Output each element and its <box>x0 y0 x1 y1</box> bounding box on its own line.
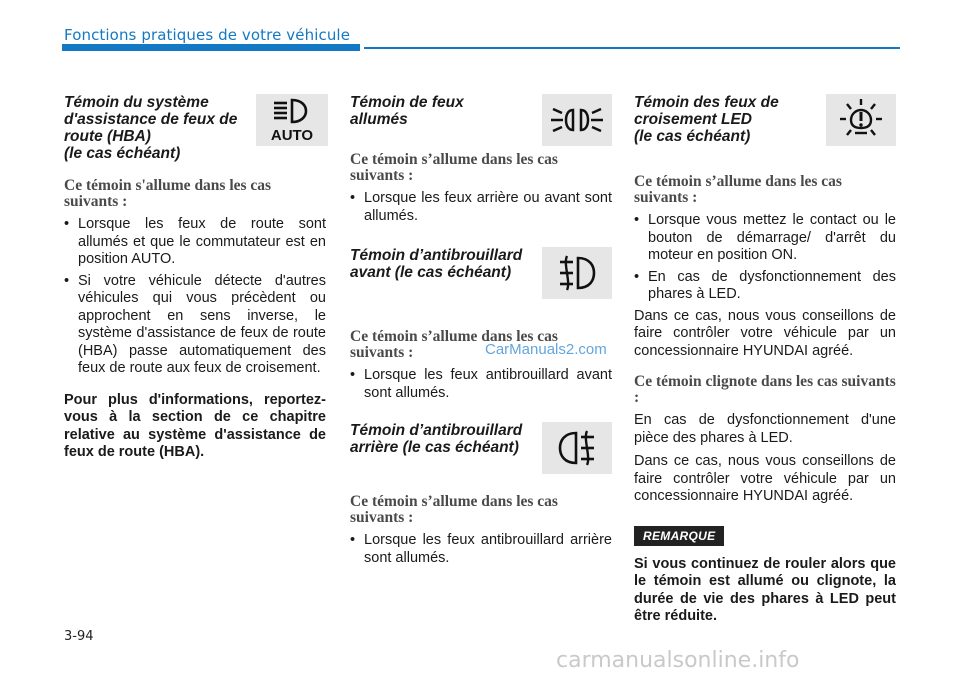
condition-heading: Ce témoin s’allume dans les cas suivants : <box>350 493 558 526</box>
condition-list <box>350 532 612 567</box>
condition-list <box>64 216 326 378</box>
section-header-rear-fog <box>350 422 612 474</box>
watermark: CarManuals2.com <box>485 341 607 358</box>
column-hba <box>64 94 326 462</box>
page-number: 3-94 <box>64 629 94 644</box>
section-header-front-fog <box>350 247 612 299</box>
section-header-position-lamp <box>350 94 612 146</box>
note-text: Si vous continuez de rouler alors que le témoin est allumé ou clignote, la durée de vie des phares à LED peut être réduite. <box>634 555 896 624</box>
header-rule <box>364 47 900 49</box>
condition-heading: Ce témoin s’allume dans les cas suivants : <box>634 173 842 206</box>
column-lamps <box>350 94 612 571</box>
list-item: • En cas de dysfonctionnement des phares à LED. <box>634 269 896 304</box>
column-led <box>634 94 896 626</box>
section-heading: Témoin d’antibrouillard avant (le cas échéant) <box>350 247 523 281</box>
front-fog-lamp-icon <box>542 247 612 299</box>
reference-note: Pour plus d'informations, reportez-vous à la section de ce chapitre relative au système d'assistance de feux de route (HBA). <box>64 391 326 460</box>
header-bar <box>62 44 360 51</box>
section-heading: Témoin d’antibrouillard arrière (le cas échéant) <box>350 422 523 456</box>
condition-heading: Ce témoin s’allume dans les cas suivants : <box>350 328 558 361</box>
list-item: • Lorsque les feux antibrouillard avant sont allumés. <box>350 367 612 402</box>
advice-paragraph: Dans ce cas, nous vous conseillons de faire contrôler votre véhicule par un concessionnaire HYUNDAI agréé. <box>634 453 896 504</box>
condition-heading: Ce témoin s'allume dans les cas suivants : <box>64 177 272 210</box>
malfunction-paragraph: En cas de dysfonctionnement d'une pièce des phares à LED. <box>634 412 896 446</box>
section-heading: Témoin des feux de croisement LED (le cas échéant) <box>634 94 779 145</box>
condition-list <box>350 367 612 402</box>
high-beam-auto-icon <box>256 94 328 146</box>
advice-paragraph: Dans ce cas, nous vous conseillons de faire contrôler votre véhicule par un concessionnaire HYUNDAI agréé. <box>634 307 896 359</box>
list-item: • Lorsque les feux de route sont allumés et que le commutateur est en position AUTO. <box>64 216 326 269</box>
list-item: • Lorsque les feux antibrouillard arrière sont allumés. <box>350 532 612 567</box>
condition-heading: Ce témoin s’allume dans les cas suivants : <box>350 151 558 184</box>
section-heading: Témoin du système d'assistance de feux de route (HBA) (le cas échéant) <box>64 94 238 162</box>
section-header-led <box>634 94 896 146</box>
section-heading: Témoin de feux allumés <box>350 94 464 128</box>
condition-list <box>634 212 896 304</box>
rear-fog-lamp-icon <box>542 422 612 474</box>
led-headlamp-warning-icon <box>826 94 896 146</box>
section-header-hba <box>64 94 326 166</box>
section-title: Fonctions pratiques de votre véhicule <box>64 26 351 44</box>
list-item: • Si votre véhicule détecte d'autres véhicules qui vous précèdent ou approchent en sens inverse, le système d'assistance de feux de route (HBA) passe automatiquement des feux de route aux feux de croisement. <box>64 273 326 378</box>
svg-text:AUTO: AUTO <box>270 127 314 143</box>
note-label-wrap <box>634 526 896 546</box>
condition-list <box>350 190 612 225</box>
list-item: • Lorsque vous mettez le contact ou le bouton de démarrage/ d'arrêt du moteur en position ON. <box>634 212 896 265</box>
blink-condition-heading: Ce témoin clignote dans les cas suivants : <box>634 373 896 406</box>
footer-url: carmanualsonline.info <box>556 648 800 673</box>
position-lamp-icon <box>542 94 612 146</box>
list-item: • Lorsque les feux arrière ou avant sont allumés. <box>350 190 612 225</box>
note-badge: REMARQUE <box>634 526 724 546</box>
